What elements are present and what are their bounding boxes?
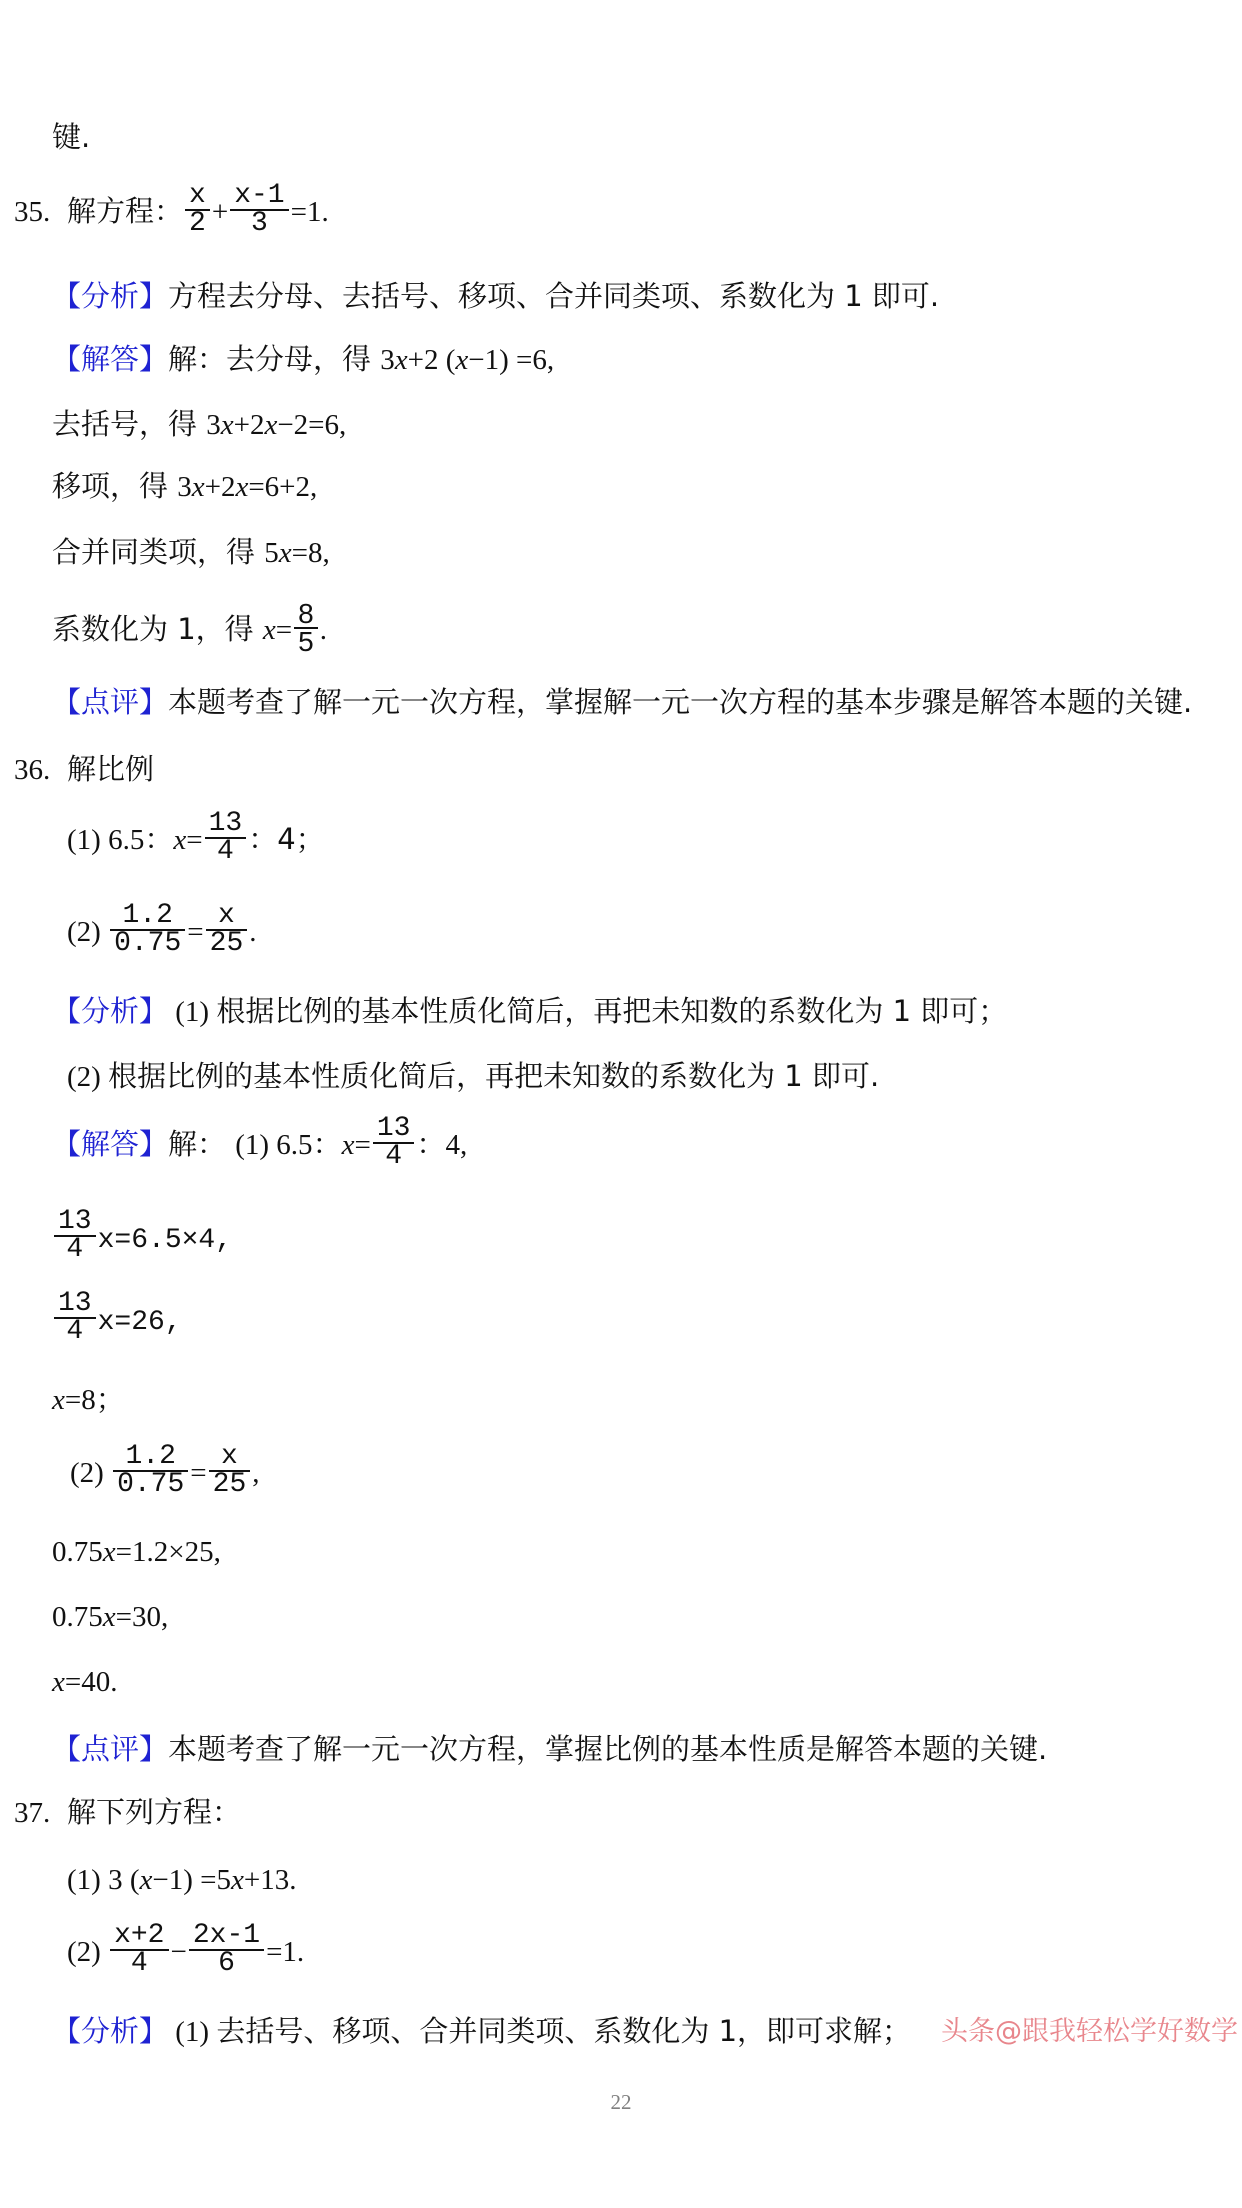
q37-part1-line	[67, 1848, 296, 1912]
q35-comment-line	[52, 671, 1192, 735]
numerator: 2x-1	[189, 1923, 264, 1951]
fraction	[185, 180, 210, 240]
q35-answer-step2	[52, 393, 346, 457]
math-variable: x	[235, 471, 249, 503]
math-variable: x	[278, 537, 292, 569]
q36-analysis-line1	[52, 980, 1007, 1044]
math-text: +2	[204, 471, 236, 503]
fraction	[54, 1288, 96, 1348]
q36-answer-step5	[52, 1585, 168, 1649]
q36-analysis-line2	[67, 1045, 879, 1109]
answer-intro: 解：	[168, 1127, 236, 1161]
math-variable: x	[52, 1384, 65, 1416]
part-label: (1)	[67, 824, 109, 856]
math-text: =8；	[64, 1384, 125, 1416]
comment-tag: 【点评】	[52, 685, 169, 719]
math-text: =40.	[64, 1666, 118, 1698]
q36-question-line	[14, 738, 154, 802]
math-variable: x	[173, 824, 187, 856]
math-variable: x	[341, 1129, 355, 1161]
fraction	[294, 598, 318, 658]
part-label: (2)	[67, 916, 109, 948]
denominator: 4	[216, 836, 234, 868]
fraction	[373, 1113, 415, 1173]
fraction	[209, 1441, 251, 1501]
math-variable: x	[262, 614, 276, 646]
math-text: =6+2,	[248, 471, 318, 503]
step-label: 系数化为 1，得	[52, 612, 263, 646]
answer-tag: 【解答】	[52, 342, 169, 376]
comment-tag: 【点评】	[52, 1732, 169, 1766]
denominator: 2	[189, 208, 206, 240]
math-text: −1) =5	[152, 1864, 231, 1896]
math-text: +13.	[243, 1864, 297, 1896]
comment-text: 本题考查了解一元一次方程，掌握比例的基本性质是解答本题的关键.	[168, 1732, 1048, 1766]
q36-answer-step3	[52, 1368, 125, 1432]
denominator: 5	[298, 626, 314, 658]
part-label: (1) 6.5	[235, 1129, 313, 1161]
math-text: .	[249, 916, 257, 948]
math-text: +2 (	[407, 344, 456, 376]
step-label: 去括号，得	[52, 407, 207, 441]
math-text: +2	[233, 409, 265, 441]
analysis-text: 根据比例的基本性质化简后，再把未知数的系数化为 1 即可；	[216, 994, 1008, 1028]
question-number: 37.	[14, 1797, 51, 1829]
math-text: =	[275, 614, 293, 646]
numerator: 1.2	[113, 1444, 188, 1472]
analysis-tag: 【分析】	[52, 279, 169, 313]
fraction	[205, 808, 247, 868]
math-text: x=6.5×4,	[97, 1225, 233, 1256]
math-variable: x	[52, 1666, 65, 1698]
q37-question-line	[14, 1781, 241, 1845]
numerator: 13	[54, 1291, 96, 1319]
math-text: 3	[177, 471, 192, 503]
math-variable: x	[220, 409, 234, 441]
question-number: 35.	[14, 196, 51, 228]
numerator: x	[185, 183, 210, 211]
q35-answer-step5	[52, 598, 327, 662]
carryover-text: 键.	[52, 120, 91, 154]
denominator: 6	[218, 1948, 235, 1980]
q36-answer-step4	[52, 1520, 221, 1584]
math-text: 0.75	[52, 1536, 103, 1568]
fraction	[54, 1206, 96, 1266]
math-variable: x	[455, 344, 469, 376]
part-label: (2)	[70, 1457, 112, 1489]
part-label: (2)	[67, 1061, 109, 1093]
q36-part1-line	[67, 808, 325, 872]
fraction	[230, 180, 288, 240]
numerator: x+2	[110, 1923, 168, 1951]
denominator: 4	[66, 1316, 84, 1348]
step-label: 合并同类项，得	[52, 535, 265, 569]
q36-answer-part2	[70, 1441, 260, 1505]
step-label: 移项，得	[52, 469, 178, 503]
analysis-text: 根据比例的基本性质化简后，再把未知数的系数化为 1 即可.	[108, 1059, 880, 1093]
q36-part2-line	[67, 900, 257, 964]
math-text: .	[319, 614, 327, 646]
page-number: 22	[610, 2090, 632, 2114]
numerator: x	[209, 1444, 251, 1472]
question-prompt: 解方程：	[67, 194, 184, 228]
numerator: 8	[294, 601, 318, 629]
ratio-colon: ：	[416, 1127, 446, 1161]
math-variable: x	[394, 344, 408, 376]
denominator: 25	[209, 928, 244, 960]
fraction	[110, 1920, 168, 1980]
q35-answer-step4	[52, 521, 330, 585]
fraction	[110, 900, 185, 960]
math-text: =	[190, 1457, 207, 1489]
q37-part2-line	[67, 1920, 304, 1984]
math-variable: x	[230, 1864, 244, 1896]
denominator: 0.75	[117, 1469, 185, 1501]
analysis-tag: 【分析】	[52, 994, 169, 1028]
math-text: =1.2×25,	[115, 1536, 221, 1568]
part-label: (2)	[67, 1936, 109, 1968]
fraction	[206, 900, 248, 960]
math-variable: x	[102, 1536, 116, 1568]
math-text: ,	[252, 1457, 260, 1489]
fraction	[189, 1920, 264, 1980]
math-text: =	[187, 916, 204, 948]
math-text: (1) 3 (	[67, 1864, 140, 1896]
denominator: 3	[250, 208, 268, 240]
question-prompt: 解下列方程：	[67, 1795, 242, 1829]
ratio-colon: ：	[144, 822, 174, 856]
denominator: 4	[385, 1141, 403, 1173]
equation-rhs: =1.	[266, 1936, 305, 1968]
numerator: 1.2	[110, 903, 185, 931]
denominator: 4	[66, 1234, 84, 1266]
math-text: 3	[206, 409, 221, 441]
question-prompt: 解比例	[67, 752, 155, 786]
math-text: x=26,	[97, 1307, 182, 1338]
math-variable: x	[139, 1864, 153, 1896]
comment-text: 本题考查了解一元一次方程，掌握解一元一次方程的基本步骤是解答本题的关键.	[168, 685, 1193, 719]
q36-answer-step1	[52, 1206, 232, 1270]
numerator: 13	[205, 811, 247, 839]
analysis-tag: 【分析】	[52, 2014, 169, 2048]
numerator: x	[206, 903, 248, 931]
math-text: 0.75	[52, 1601, 103, 1633]
q35-answer-step1	[52, 328, 554, 392]
math-text: 3	[380, 344, 395, 376]
math-variable: x	[264, 409, 278, 441]
denominator: 25	[212, 1469, 247, 1501]
q37-analysis-line1	[52, 2000, 911, 2064]
math-text: =8,	[291, 537, 330, 569]
ratio-colon: ：	[312, 1127, 342, 1161]
analysis-text: 方程去分母、去括号、移项、合并同类项、系数化为 1 即可.	[168, 279, 940, 313]
math-text: −1) =6,	[468, 344, 555, 376]
analysis-text: 去括号、移项、合并同类项、系数化为 1，即可求解；	[216, 2014, 912, 2048]
denominator: 4	[130, 1948, 148, 1980]
math-text: 5	[264, 537, 279, 569]
math-text: =30,	[115, 1601, 169, 1633]
fraction	[113, 1441, 188, 1501]
q35-answer-step3	[52, 455, 317, 519]
math-variable: x	[191, 471, 205, 503]
denominator: 0.75	[114, 928, 182, 960]
q35-question-line	[14, 180, 329, 244]
math-text: ：4；	[248, 822, 325, 856]
numerator: 13	[373, 1116, 415, 1144]
equation-rhs: =1.	[290, 196, 329, 228]
part-label: (1)	[168, 996, 217, 1028]
math-text: =	[354, 1129, 371, 1161]
question-number: 36.	[14, 754, 51, 786]
q36-comment-line	[52, 1718, 1047, 1782]
operator: +	[211, 196, 229, 228]
numerator: 13	[54, 1209, 96, 1237]
q36-answer-step6	[52, 1650, 117, 1714]
math-text: −2=6,	[277, 409, 347, 441]
q35-analysis-line	[52, 265, 939, 329]
watermark: 头条@跟我轻松学好数学	[941, 2016, 1238, 2047]
math-variable: x	[102, 1601, 116, 1633]
answer-tag: 【解答】	[52, 1127, 169, 1161]
math-text: =	[186, 824, 203, 856]
part-label: (1)	[168, 2016, 217, 2048]
numerator: x-1	[230, 183, 288, 211]
q36-answer-intro	[52, 1113, 467, 1177]
carryover-line	[52, 106, 90, 170]
operator: −	[170, 1936, 187, 1968]
math-text: 4,	[445, 1129, 468, 1161]
q36-answer-step2	[52, 1288, 182, 1352]
math-text: 6.5	[108, 824, 145, 856]
step-label: 解：去分母，得	[168, 342, 381, 376]
